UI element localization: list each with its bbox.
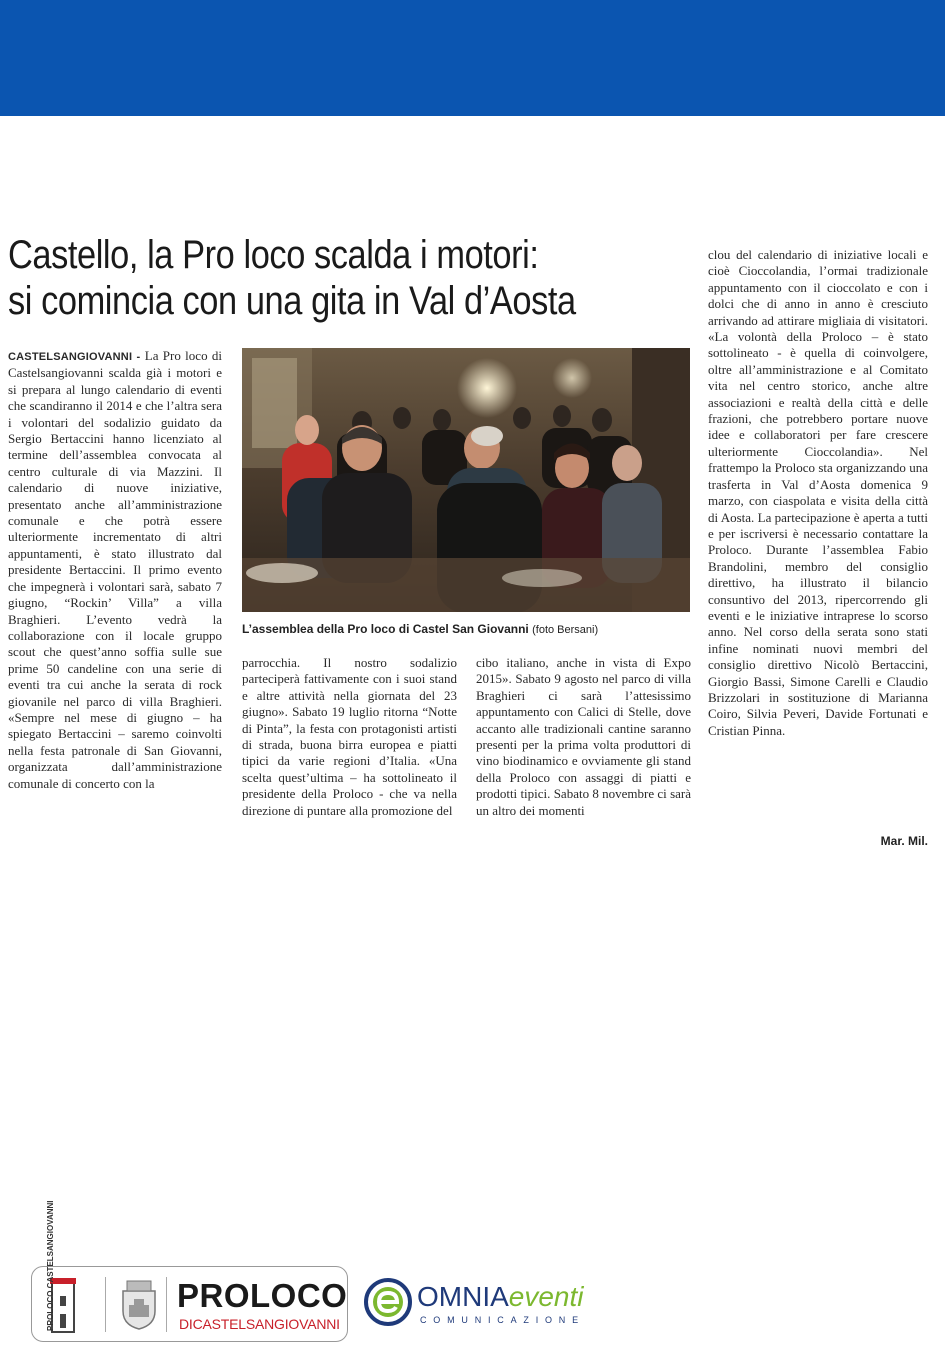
article-photo	[242, 348, 690, 612]
article-column-1	[8, 348, 222, 848]
article-column-4	[708, 247, 928, 832]
assembly-photo-illustration	[242, 348, 690, 612]
eventi-word: eventi	[508, 1281, 584, 1312]
article-byline: Mar. Mil.	[880, 834, 928, 848]
article-column-2	[242, 655, 457, 850]
logo-divider	[166, 1277, 167, 1332]
column-4-text: clou del calendario di iniziative locali e cioè Cioccolandia, l’ormai tradizionale appuntamento con il cioccolato e con i dolci che di anno in anno è cresciuto arrivando ad attirare migliaia di visitatori. «La volontà della Proloco – è stato sottolineato - è quella di coinvolgere, oltre all’amministrazione e al Comitato vita nel centro storico, anche altre associazioni e realtà della città e delle frazioni, che potrebbero portare nuove idee e collaboratori per fare crescere ulteriormente Cioccolandia». Nel frattempo la Proloco sta organizzando una trasferta in Val d’Aosta domenica 9 marzo, con ciaspolata e visita della città di Aosta. La partecipazione è aperta a tutti e per iscriversi è necessario contattare la Proloco. Durante l’assemblea Fabio Brandolini, membro del consiglio direttivo, ha illustrato il bilancio consuntivo del 2013, ripercorrendo gli eventi e le iniziative intraprese lo scorso anno. Nel corso della serata sono stati infine nominati nuovi membri del consiglio direttivo Nicolò Bertaccini, Giorgio Bassi, Simone Carelli e Claudio Brizzolari in sostituzione di Marianna Coiro, Silvia Peveri, Davide Fortunati e Cristian Pinna.	[708, 247, 928, 738]
municipal-crest-icon	[119, 1279, 159, 1331]
omnia-e-icon	[364, 1278, 412, 1326]
column-3-text: cibo italiano, anche in vista di Expo 2015». Sabato 9 agosto nel parco di villa Braghieri ci sarà l’attesissimo appuntamento con Calici di Stelle, dove accanto alle tradizionali cantine saranno presenti per la prima volta produttori di vino biodinamico e ovviamente gli stand della Proloco con assaggi di piatti e prodotti tipici. Sabato 8 novembre ci sarà un altro dei momenti	[476, 655, 691, 818]
logo-divider	[105, 1277, 106, 1332]
dateline: CASTELSANGIOVANNI -	[8, 351, 141, 363]
omnia-word: OMNIA	[417, 1281, 509, 1312]
proloco-vertical-text: PROLOCO CASTELSANGIOVANNI	[46, 1200, 55, 1331]
omnia-wordmark	[417, 1282, 584, 1312]
omnia-tagline: COMUNICAZIONE	[420, 1315, 585, 1325]
omnia-eventi-logo	[364, 1276, 614, 1336]
photo-caption	[242, 622, 690, 636]
headline-line-1: Castello, la Pro loco scalda i motori:	[8, 233, 539, 277]
article-headline	[8, 232, 601, 324]
proloco-wordmark: PROLOCO	[177, 1277, 348, 1314]
photo-credit: (foto Bersani)	[532, 624, 599, 636]
headline-line-2: si comincia con una gita in Val d’Aosta	[8, 279, 576, 323]
column-1-text: La Pro loco di Castelsangiovanni scalda già i motori e si prepara al lungo calendario di eventi che scandiranno il 2014 e che l’altra sera i volontari del sodalizio guidato da Sergio Bertaccini hanno licenziato al termine dell’assemblea convocata al centro culturale di via Mazzini. Il calendario di nuove iniziative, presentato anche all’amministrazione comunale e che potrà essere ulteriormente incrementato di altri appuntamenti, è stato illustrato dal presidente Bertaccini. Il primo evento che impegnerà i volontari sarà, sabato 7 giugno, “Rockin’ Villa” a villa Braghieri. L’evento vedrà la collaborazione con il locale gruppo scout che quest’anno soffia sulle sue prime 50 candeline con una serie di eventi tra cui anche la serata di rock giovanile nel parco di villa Braghieri. «Sempre nel mese di giugno – ha spiegato Bertaccini – saremo coinvolti nella festa patronale di San Giovanni, organizzata dall’amministrazione comunale di concerto con la	[8, 348, 223, 791]
top-banner	[0, 0, 945, 116]
proloco-subtitle: DICASTELSANGIOVANNI	[179, 1316, 340, 1332]
column-2-text: parrocchia. Il nostro sodalizio parteciperà fattivamente con i suoi stand e altre attività nella giornata del 23 giugno». Sabato 19 luglio ritorna “Notte di Pinta”, la festa con protagonisti artisti di strada, buona birra europea e piatti tipici da varie regioni d’Italia. «Una scelta quest’ultima – ha sottolineato il presidente della Proloco - che va nella direzione di puntare alla promozione del	[242, 655, 457, 818]
caption-text: L’assemblea della Pro loco di Castel San Giovanni	[242, 622, 529, 636]
proloco-logo	[31, 1200, 348, 1342]
article-column-3	[476, 655, 691, 850]
